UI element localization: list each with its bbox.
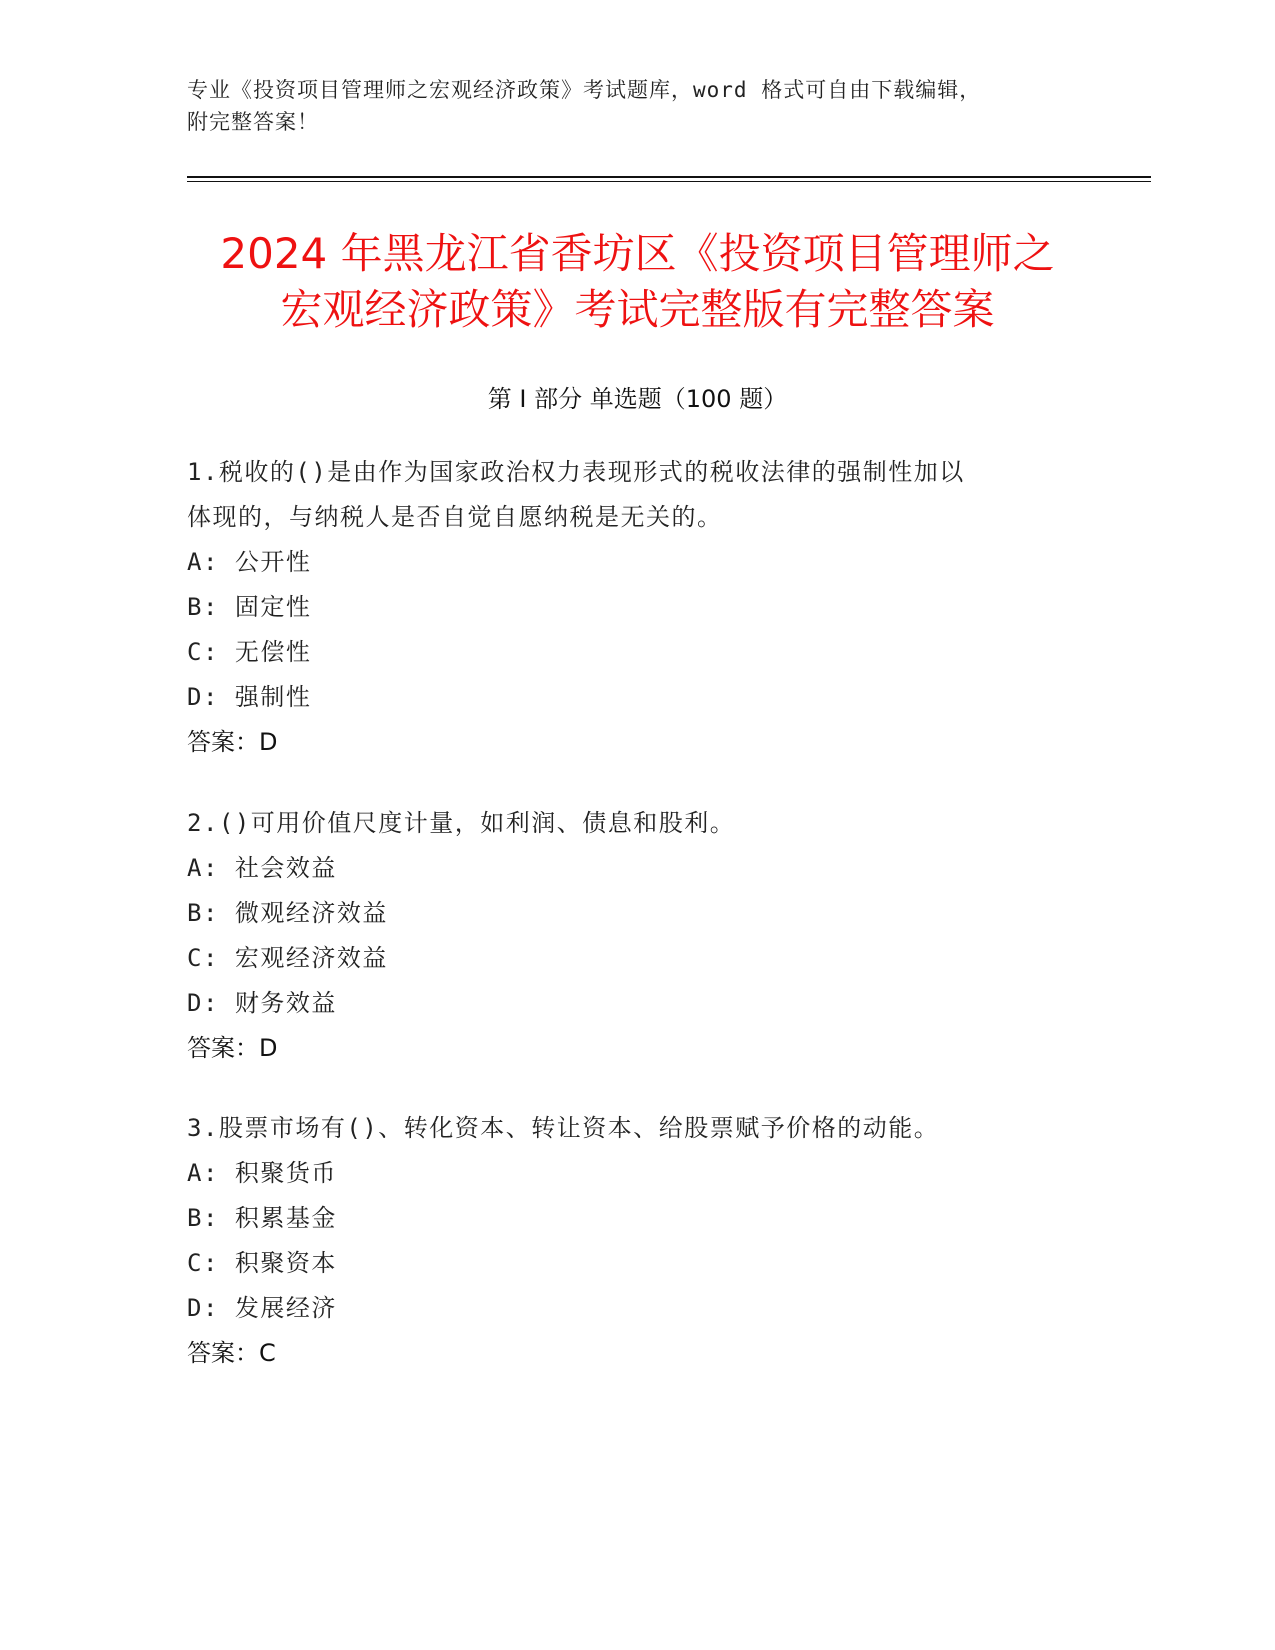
question-stem-line: 体现的，与纳税人是否自觉自愿纳税是无关的。: [187, 503, 723, 531]
header-divider-thin: [187, 181, 1151, 182]
option-d: D: 发展经济: [187, 1294, 337, 1322]
option-d: D: 强制性: [187, 683, 312, 711]
option-c: C: 宏观经济效益: [187, 944, 388, 972]
question-stem-line: 2.()可用价值尺度计量，如利润、债息和股利。: [187, 809, 736, 837]
option-c: C: 无偿性: [187, 638, 312, 666]
question-3: [187, 1106, 1067, 1376]
answer: 答案：D: [187, 1034, 278, 1062]
header-divider-thick: [187, 176, 1151, 178]
question-1: [187, 450, 1067, 765]
question-stem-line: 1.税收的()是由作为国家政治权力表现形式的税收法律的强制性加以: [187, 458, 965, 486]
answer: 答案：C: [187, 1339, 276, 1367]
header-note: [187, 74, 1067, 138]
option-b: B: 微观经济效益: [187, 899, 388, 927]
answer: 答案：D: [187, 728, 278, 756]
header-note-line-2: 附完整答案！: [187, 110, 319, 134]
option-d: D: 财务效益: [187, 989, 337, 1017]
option-a: A: 积聚货币: [187, 1159, 337, 1187]
document-title: [150, 226, 1125, 338]
document-title-line-1: 2024 年黑龙江省香坊区《投资项目管理师之: [220, 229, 1055, 278]
section-heading: 第 I 部分 单选题（100 题）: [487, 385, 788, 413]
option-a: A: 社会效益: [187, 854, 337, 882]
option-b: B: 积累基金: [187, 1204, 337, 1232]
question-stem-line: 3.股票市场有()、转化资本、转让资本、给股票赋予价格的动能。: [187, 1114, 940, 1142]
question-2: [187, 801, 1067, 1071]
document-title-line-2: 宏观经济政策》考试完整版有完整答案: [280, 285, 995, 334]
option-c: C: 积聚资本: [187, 1249, 337, 1277]
option-b: B: 固定性: [187, 593, 312, 621]
option-a: A: 公开性: [187, 548, 312, 576]
header-note-line-1: 专业《投资项目管理师之宏观经济政策》考试题库，word 格式可自由下载编辑，: [187, 78, 982, 102]
